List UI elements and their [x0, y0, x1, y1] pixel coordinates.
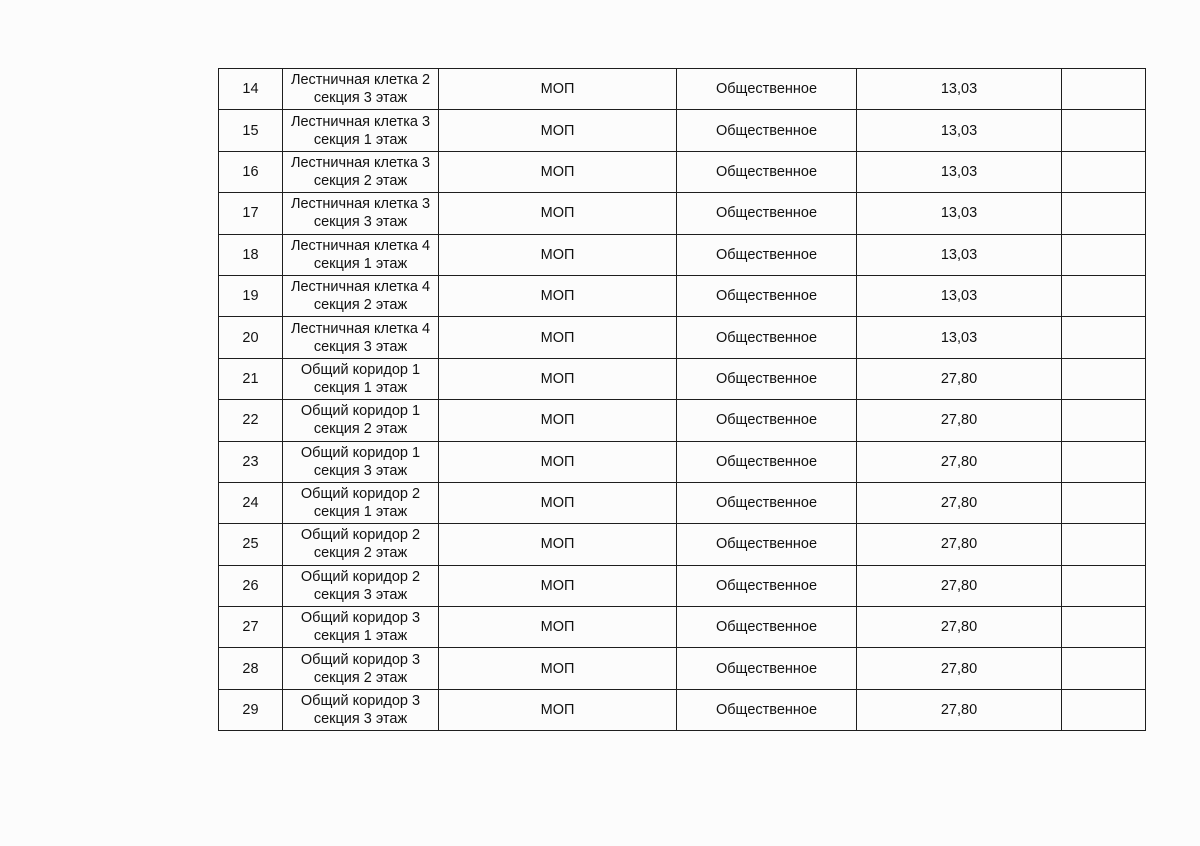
room-name-line-1: Общий коридор 1 [300, 361, 421, 378]
room-type: МОП [439, 400, 677, 441]
room-name-line-2: секция 2 этаж [313, 421, 408, 438]
room-purpose: Общественное [677, 358, 857, 399]
room-name [283, 607, 439, 648]
room-type: МОП [439, 110, 677, 151]
room-area: 13,03 [857, 234, 1062, 275]
row-number: 18 [219, 234, 283, 275]
room-area: 27,80 [857, 400, 1062, 441]
room-purpose: Общественное [677, 400, 857, 441]
room-area: 27,80 [857, 441, 1062, 482]
empty-cell [1062, 69, 1146, 110]
table-row [219, 151, 1146, 192]
empty-cell [1062, 648, 1146, 689]
room-name-line-1: Лестничная клетка 4 [290, 320, 431, 337]
room-name [283, 441, 439, 482]
room-name-line-1: Лестничная клетка 3 [290, 154, 431, 171]
empty-cell [1062, 565, 1146, 606]
room-type: МОП [439, 689, 677, 730]
premises-table-body [219, 69, 1146, 731]
room-name [283, 151, 439, 192]
row-number: 22 [219, 400, 283, 441]
room-purpose: Общественное [677, 69, 857, 110]
room-type: МОП [439, 482, 677, 523]
room-area: 27,80 [857, 648, 1062, 689]
table-row [219, 648, 1146, 689]
row-number: 19 [219, 275, 283, 316]
room-purpose: Общественное [677, 607, 857, 648]
row-number: 24 [219, 482, 283, 523]
room-purpose: Общественное [677, 275, 857, 316]
row-number: 25 [219, 524, 283, 565]
row-number: 14 [219, 69, 283, 110]
room-type: МОП [439, 69, 677, 110]
room-name [283, 317, 439, 358]
room-type: МОП [439, 607, 677, 648]
room-name-line-1: Общий коридор 3 [300, 651, 421, 668]
room-area: 27,80 [857, 482, 1062, 523]
room-type: МОП [439, 151, 677, 192]
table-row [219, 565, 1146, 606]
room-name-line-2: секция 3 этаж [313, 338, 408, 355]
room-type: МОП [439, 358, 677, 399]
table-row [219, 110, 1146, 151]
room-purpose: Общественное [677, 234, 857, 275]
room-purpose: Общественное [677, 648, 857, 689]
room-area: 13,03 [857, 193, 1062, 234]
room-name [283, 275, 439, 316]
table-row [219, 317, 1146, 358]
room-name-line-2: секция 3 этаж [313, 214, 408, 231]
room-name [283, 193, 439, 234]
room-purpose: Общественное [677, 689, 857, 730]
room-name-line-1: Лестничная клетка 3 [290, 196, 431, 213]
room-name-line-1: Общий коридор 1 [300, 403, 421, 420]
room-name [283, 400, 439, 441]
room-name [283, 482, 439, 523]
room-purpose: Общественное [677, 151, 857, 192]
room-name-line-2: секция 3 этаж [313, 90, 408, 107]
room-area: 27,80 [857, 689, 1062, 730]
empty-cell [1062, 400, 1146, 441]
table-row [219, 275, 1146, 316]
room-name [283, 234, 439, 275]
room-type: МОП [439, 565, 677, 606]
room-area: 13,03 [857, 69, 1062, 110]
table-row [219, 482, 1146, 523]
empty-cell [1062, 110, 1146, 151]
room-name-line-2: секция 3 этаж [313, 462, 408, 479]
room-area: 13,03 [857, 275, 1062, 316]
room-name-line-1: Общий коридор 2 [300, 568, 421, 585]
room-name [283, 689, 439, 730]
room-name-line-1: Общий коридор 1 [300, 444, 421, 461]
room-name-line-2: секция 2 этаж [313, 297, 408, 314]
room-name [283, 358, 439, 399]
row-number: 20 [219, 317, 283, 358]
room-name-line-2: секция 2 этаж [313, 669, 408, 686]
room-type: МОП [439, 524, 677, 565]
room-name [283, 565, 439, 606]
row-number: 21 [219, 358, 283, 399]
room-type: МОП [439, 275, 677, 316]
room-type: МОП [439, 317, 677, 358]
room-name-line-1: Общий коридор 3 [300, 610, 421, 627]
table-row [219, 400, 1146, 441]
room-type: МОП [439, 441, 677, 482]
room-name-line-2: секция 1 этаж [313, 628, 408, 645]
room-type: МОП [439, 234, 677, 275]
room-name [283, 110, 439, 151]
row-number: 23 [219, 441, 283, 482]
room-purpose: Общественное [677, 317, 857, 358]
room-name-line-1: Лестничная клетка 3 [290, 113, 431, 130]
row-number: 16 [219, 151, 283, 192]
empty-cell [1062, 193, 1146, 234]
room-name-line-2: секция 1 этаж [313, 131, 408, 148]
row-number: 27 [219, 607, 283, 648]
table-row [219, 193, 1146, 234]
room-area: 13,03 [857, 110, 1062, 151]
row-number: 26 [219, 565, 283, 606]
row-number: 17 [219, 193, 283, 234]
row-number: 29 [219, 689, 283, 730]
table-row [219, 524, 1146, 565]
empty-cell [1062, 524, 1146, 565]
table-row [219, 69, 1146, 110]
empty-cell [1062, 151, 1146, 192]
empty-cell [1062, 275, 1146, 316]
room-name-line-1: Общий коридор 3 [300, 693, 421, 710]
room-purpose: Общественное [677, 482, 857, 523]
room-name [283, 69, 439, 110]
empty-cell [1062, 482, 1146, 523]
premises-table [218, 68, 1146, 731]
room-name-line-2: секция 2 этаж [313, 172, 408, 189]
room-name-line-2: секция 1 этаж [313, 255, 408, 272]
empty-cell [1062, 317, 1146, 358]
room-name-line-1: Лестничная клетка 4 [290, 237, 431, 254]
room-purpose: Общественное [677, 565, 857, 606]
room-area: 13,03 [857, 151, 1062, 192]
room-type: МОП [439, 648, 677, 689]
room-area: 27,80 [857, 607, 1062, 648]
room-name-line-1: Общий коридор 2 [300, 527, 421, 544]
room-name-line-2: секция 1 этаж [313, 504, 408, 521]
table-row [219, 234, 1146, 275]
room-type: МОП [439, 193, 677, 234]
table-row [219, 358, 1146, 399]
empty-cell [1062, 234, 1146, 275]
room-name-line-2: секция 2 этаж [313, 545, 408, 562]
room-name-line-1: Лестничная клетка 4 [290, 279, 431, 296]
empty-cell [1062, 358, 1146, 399]
table-row [219, 689, 1146, 730]
table-row [219, 441, 1146, 482]
empty-cell [1062, 441, 1146, 482]
empty-cell [1062, 607, 1146, 648]
row-number: 15 [219, 110, 283, 151]
room-area: 27,80 [857, 565, 1062, 606]
room-name-line-2: секция 3 этаж [313, 711, 408, 728]
room-name-line-1: Лестничная клетка 2 [290, 72, 431, 89]
room-purpose: Общественное [677, 441, 857, 482]
row-number: 28 [219, 648, 283, 689]
room-area: 13,03 [857, 317, 1062, 358]
room-purpose: Общественное [677, 524, 857, 565]
room-name [283, 648, 439, 689]
empty-cell [1062, 689, 1146, 730]
room-area: 27,80 [857, 358, 1062, 399]
room-name-line-2: секция 3 этаж [313, 586, 408, 603]
room-purpose: Общественное [677, 110, 857, 151]
room-name-line-1: Общий коридор 2 [300, 486, 421, 503]
table-row [219, 607, 1146, 648]
room-name-line-2: секция 1 этаж [313, 379, 408, 396]
room-area: 27,80 [857, 524, 1062, 565]
room-purpose: Общественное [677, 193, 857, 234]
room-name [283, 524, 439, 565]
